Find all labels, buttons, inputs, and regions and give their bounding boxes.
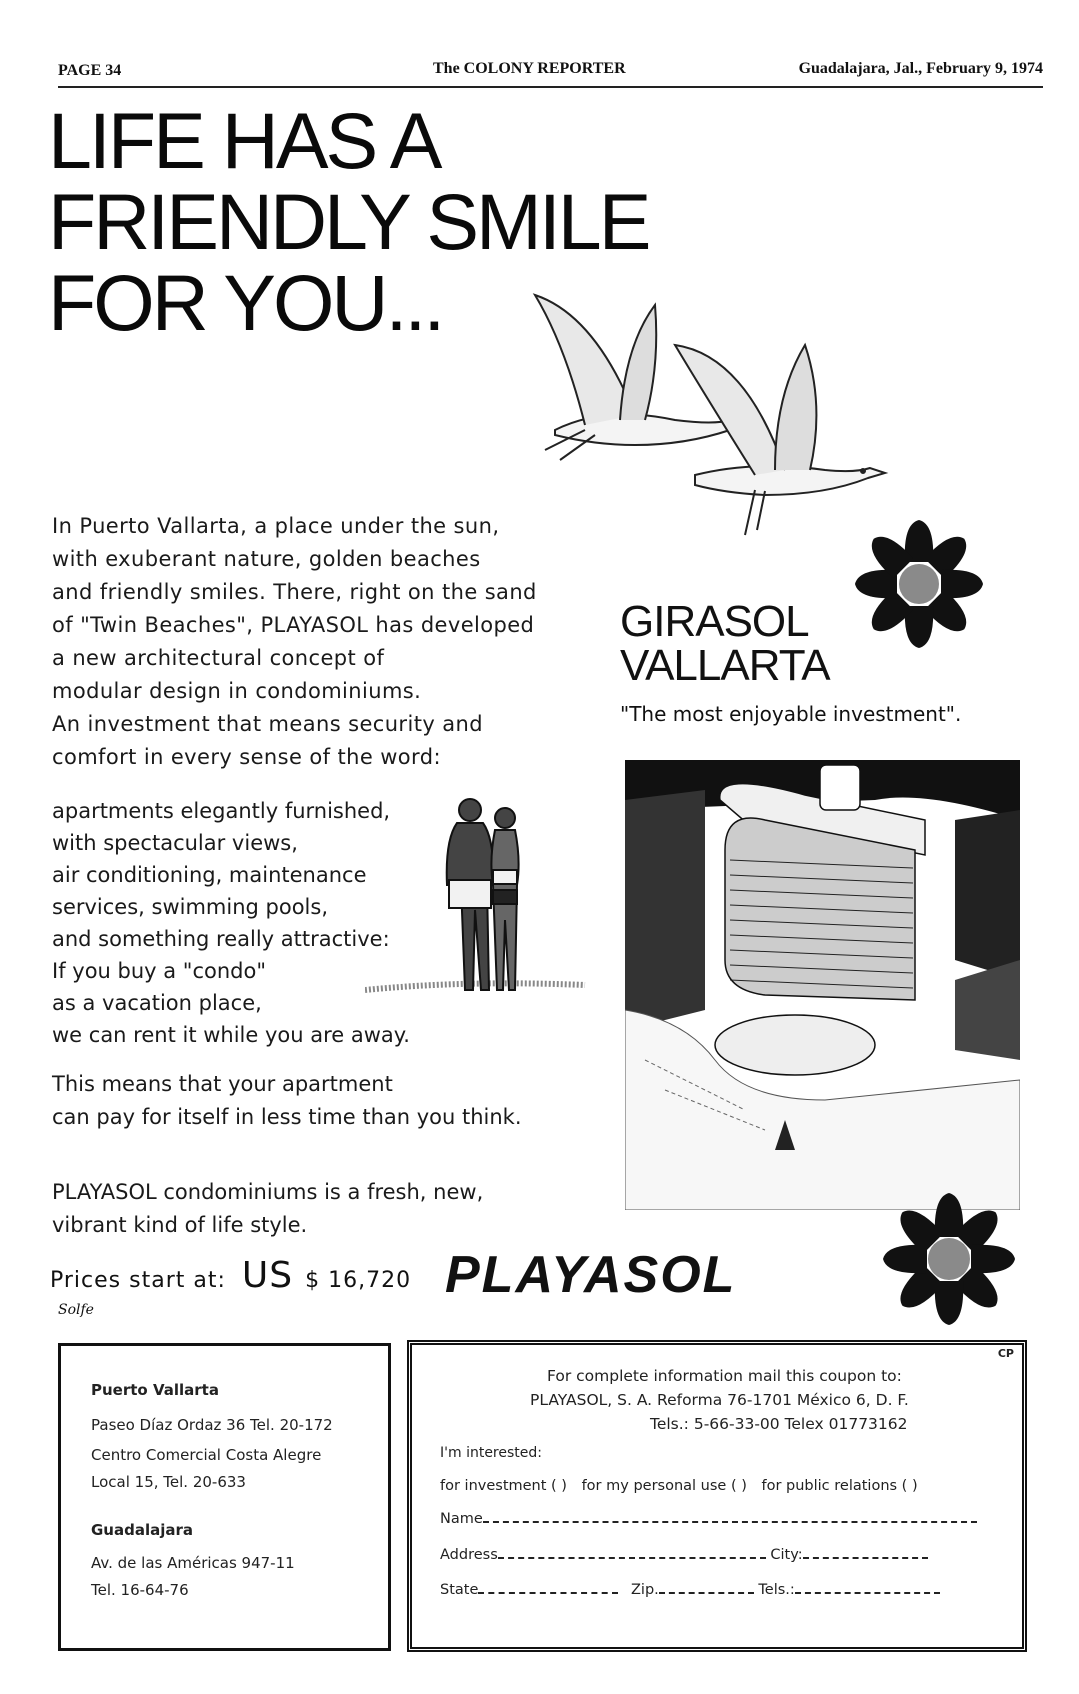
hotel-illustration — [625, 760, 1020, 1210]
feature-line: apartments elegantly furnished, — [52, 799, 391, 823]
state-row — [440, 1582, 940, 1598]
interested-label: I'm interested: — [440, 1445, 542, 1461]
option-public-relations[interactable]: for public relations ( ) — [761, 1478, 918, 1494]
lifestyle-line: PLAYASOL condominiums is a fresh, new, — [52, 1180, 484, 1204]
couple-illustration — [365, 790, 595, 1020]
vallarta-line: VALLARTA — [620, 641, 830, 690]
feature-line: with spectacular views, — [52, 831, 298, 855]
headline-line: FOR YOU... — [48, 258, 443, 347]
name-row — [440, 1511, 977, 1527]
prices-amount: $ 16,720 — [305, 1268, 412, 1293]
sunflower-logo-icon — [852, 517, 986, 651]
payoff-line: This means that your apartment — [52, 1072, 393, 1096]
payoff-line: can pay for itself in less time than you think. — [52, 1105, 522, 1129]
intro-paragraph — [52, 510, 592, 774]
tagline: "The most enjoyable investment". — [620, 702, 962, 726]
interest-options — [440, 1478, 918, 1494]
intro-line: An investment that means security and — [52, 712, 483, 736]
newspaper-name: The COLONY REPORTER — [433, 60, 626, 77]
pv-mall: Centro Comercial Costa Alegre — [91, 1446, 322, 1464]
city-field[interactable] — [803, 1547, 928, 1559]
intro-line: with exuberant nature, golden beaches — [52, 547, 481, 571]
prices-label: Prices start at: — [50, 1268, 226, 1293]
girasol-vallarta-title — [620, 597, 830, 690]
coupon-address: PLAYASOL, S. A. Reforma 76-1701 México 6, D. F. — [530, 1391, 909, 1409]
zip-field[interactable] — [659, 1582, 754, 1594]
lifestyle-paragraph — [52, 1176, 572, 1242]
feature-line: as a vacation place, — [52, 991, 262, 1015]
feature-line: we can rent it while you are away. — [52, 1023, 410, 1047]
issue-date: Guadalajara, Jal., February 9, 1974 — [798, 60, 1043, 77]
masthead — [58, 62, 1043, 86]
tels-label: Tels.: — [758, 1582, 795, 1598]
intro-line: of "Twin Beaches", PLAYASOL has developed — [52, 613, 535, 637]
zip-label: Zip. — [631, 1582, 659, 1598]
intro-line: comfort in every sense of the word: — [52, 745, 441, 769]
girasol-line: GIRASOL — [620, 597, 809, 646]
name-label: Name — [440, 1511, 483, 1527]
option-personal-use[interactable]: for my personal use ( ) — [581, 1478, 747, 1494]
artist-signature: Solfe — [58, 1302, 94, 1318]
prices-currency: US — [241, 1255, 294, 1296]
feature-line: air conditioning, maintenance — [52, 863, 367, 887]
coupon-phones: Tels.: 5-66-33-00 Telex 01773162 — [650, 1415, 908, 1433]
pv-address: Paseo Díaz Ordaz 36 Tel. 20-172 — [91, 1416, 333, 1434]
feature-line: If you buy a "condo" — [52, 959, 267, 983]
tels-field[interactable] — [795, 1582, 940, 1594]
address-row — [440, 1547, 928, 1563]
masthead-rule — [58, 86, 1043, 88]
state-label: State — [440, 1582, 479, 1598]
gdl-address: Av. de las Américas 947-11 — [91, 1554, 295, 1572]
pv-local: Local 15, Tel. 20-633 — [91, 1473, 246, 1491]
payoff-paragraph — [52, 1068, 572, 1134]
coupon-mark: CP — [997, 1347, 1014, 1360]
headline-line: FRIENDLY SMILE — [48, 177, 649, 266]
state-field[interactable] — [478, 1582, 618, 1594]
address-field[interactable] — [498, 1547, 766, 1559]
intro-line: a new architectural concept of — [52, 646, 385, 670]
address-label: Address — [440, 1547, 498, 1563]
gdl-office-title: Guadalajara — [91, 1521, 194, 1539]
pv-office-title: Puerto Vallarta — [91, 1381, 219, 1399]
prices — [50, 1255, 411, 1296]
seagulls-illustration — [525, 285, 895, 545]
coupon-instruction: For complete information mail this coupon to: — [547, 1367, 902, 1385]
option-investment[interactable]: for investment ( ) — [440, 1478, 567, 1494]
lifestyle-line: vibrant kind of life style. — [52, 1213, 308, 1237]
intro-line: In Puerto Vallarta, a place under the sun, — [52, 514, 500, 538]
intro-line: modular design in condominiums. — [52, 679, 422, 703]
name-field[interactable] — [483, 1511, 977, 1523]
sunflower-logo-icon — [880, 1190, 1018, 1328]
offices-box — [58, 1343, 391, 1651]
feature-line: and something really attractive: — [52, 927, 390, 951]
headline-line: LIFE HAS A — [48, 96, 440, 185]
gdl-phone: Tel. 16-64-76 — [91, 1581, 189, 1599]
intro-line: and friendly smiles. There, right on the sand — [52, 580, 537, 604]
mail-coupon — [407, 1340, 1027, 1652]
page-number: PAGE 34 — [58, 62, 122, 79]
city-label: City: — [770, 1547, 803, 1563]
playasol-wordmark: PLAYASOL — [445, 1246, 737, 1304]
feature-line: services, swimming pools, — [52, 895, 329, 919]
